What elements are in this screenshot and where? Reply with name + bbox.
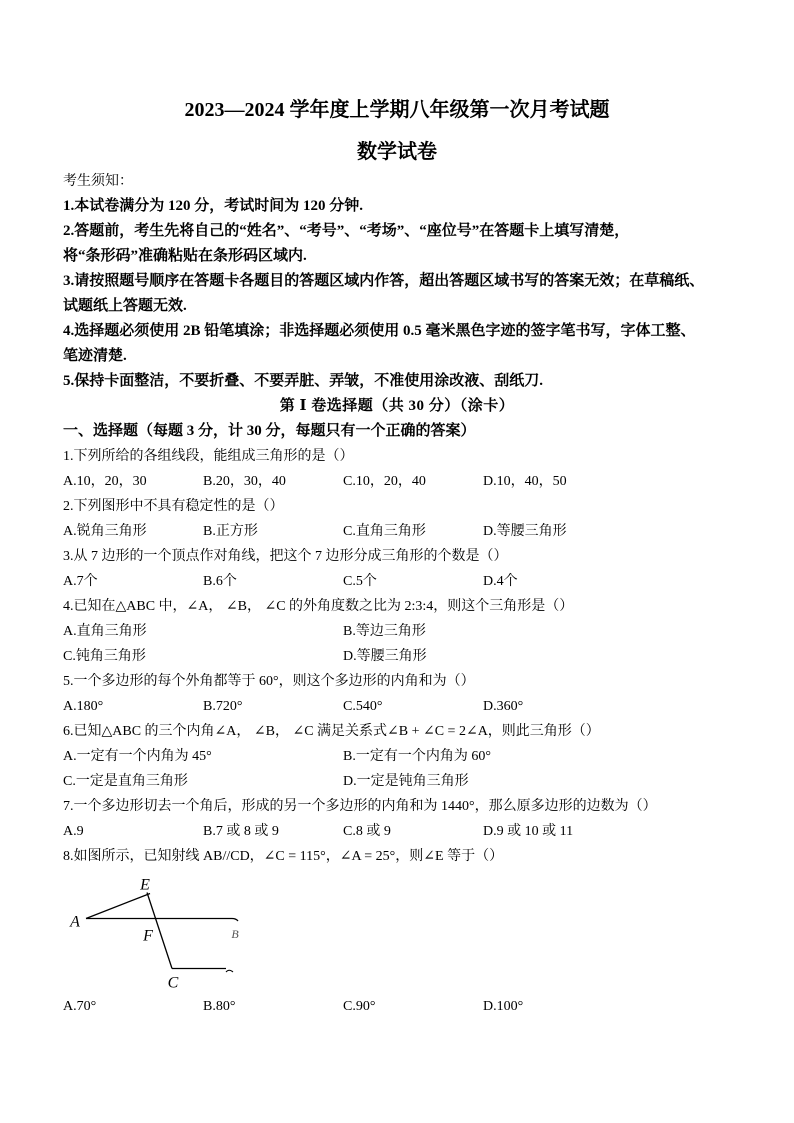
question-8-option-c: C.90° [343,998,376,1014]
question-7-option-c: C.8 或 9 [343,823,391,839]
line-ae [86,893,150,918]
notice-line: 2.答题前，考生先将自己的“姓名”、“考号”、“考场”、“座位号”在答题卡上填写清楚， [63,222,630,239]
question-2-option-a: A.锐角三角形 [63,523,147,539]
point-label-c: C [167,974,179,991]
question-1-option-a: A.10，20，30 [63,473,147,489]
question-2-option-c: C.直角三角形 [343,523,426,539]
question-8-option-d: D.100° [483,998,524,1014]
ray-cd-end-mark [226,970,233,972]
question-4-option-a: A.直角三角形 [63,623,147,639]
question-8-option-a: A.70° [63,998,97,1014]
question-1-option-d: D.10，40，50 [483,473,567,489]
question-5-stem: 5.一个多边形的每个外角都等于 60°，则这个多边形的内角和为（） [63,673,475,689]
question-7-option-b: B.7 或 8 或 9 [203,823,279,839]
notice-line: 5.保持卡面整洁，不要折叠、不要弄脏、弄皱，不准使用涂改液、刮纸刀. [63,372,544,389]
question-2-stem: 2.下列图形中不具有稳定性的是（） [63,498,284,514]
question-1-options [63,469,731,494]
question-6-option-b: B.一定有一个内角为 60° [343,748,491,764]
question-3-option-c: C.5个 [343,573,377,589]
point-label-e: E [140,876,150,893]
geometry-figure [0,869,300,994]
question-8-figure [63,869,731,994]
point-label-b: B [231,926,239,941]
question-3-stem: 3.从 7 边形的一个顶点作对角线，把这个 7 边形分成三角形的个数是（） [63,548,508,564]
question-8-options [63,994,731,1019]
question-5-options [63,694,731,719]
question-6-option-c: C.一定是直角三角形 [63,773,188,789]
question-5-option-d: D.360° [483,698,524,714]
notice-line: 3.请按照题号顺序在答题卡各题目的答题区域内作答，超出答题区域书写的答案无效；在草稿纸、 [63,272,705,289]
question-7-option-a: A.9 [63,823,84,839]
question-6-option-a: A.一定有一个内角为 45° [63,748,212,764]
question-3-option-b: B.6个 [203,573,237,589]
question-2-options [63,519,731,544]
question-6-stem: 6.已知△ABC 的三个内角∠A， ∠B， ∠C 满足关系式∠B + ∠C = 2∠A，则此三角形（） [63,723,600,739]
notice-line: 4.选择题必须使用 2B 铅笔填涂；非选择题必须使用 0.5 毫米黑色字迹的签字笔书写，字体工整、 [63,322,696,339]
question-4-option-c: C.钝角三角形 [63,648,146,664]
notice-heading: 考生须知： [63,173,133,189]
question-6-option-d: D.一定是钝角三角形 [343,773,469,789]
question-5-option-a: A.180° [63,698,104,714]
question-4-option-d: D.等腰三角形 [343,648,427,664]
question-6-options-row-2 [63,769,731,794]
exam-content [63,169,731,1019]
question-3-option-a: A.7个 [63,573,98,589]
point-label-f: F [143,927,153,944]
notice-line: 1.本试卷满分为 120 分，考试时间为 120 分钟. [63,197,364,214]
question-7-options [63,819,731,844]
point-label-a: A [70,913,80,930]
ray-ab [86,918,238,921]
exam-subtitle: 数学试卷 [357,141,437,163]
question-1-option-c: C.10，20，40 [343,473,426,489]
exam-title: 2023—2024 学年度上学期八年级第一次月考试题 [184,99,610,121]
question-8-option-b: B.80° [203,998,236,1014]
question-2-option-d: D.等腰三角形 [483,523,567,539]
question-3-options [63,569,731,594]
question-7-option-d: D.9 或 10 或 11 [483,823,574,839]
question-4-option-b: B.等边三角形 [343,623,426,639]
notice-line: 笔迹清楚. [63,347,127,364]
question-6-options-row-1 [63,744,731,769]
question-1-option-b: B.20，30，40 [203,473,286,489]
question-4-stem: 4.已知在△ABC 中，∠A， ∠B， ∠C 的外角度数之比为 2:3:4，则这个三角形是（） [63,598,574,614]
question-1-stem: 1.下列所给的各组线段，能组成三角形的是（） [63,448,354,464]
question-5-option-b: B.720° [203,698,243,714]
question-8-stem: 8.如图所示，已知射线 AB//CD，∠C = 115°，∠A = 25°，则∠E 等于（） [63,848,504,864]
question-7-stem: 7.一个多边形切去一个角后，形成的另一个多边形的内角和为 1440°，那么原多边形的边数为（） [63,798,657,814]
question-2-option-b: B.正方形 [203,523,258,539]
notice-line: 将“条形码”准确粘贴在条形码区域内. [63,247,307,264]
part-title: 第 Ⅰ 卷选择题（共 30 分）（涂卡） [279,397,515,414]
question-4-options-row-1 [63,619,731,644]
question-4-options-row-2 [63,644,731,669]
notice-line: 试题纸上答题无效. [63,297,187,314]
question-5-option-c: C.540° [343,698,383,714]
section-heading: 一、选择题（每题 3 分，计 30 分，每题只有一个正确的答案） [63,422,476,439]
question-3-option-d: D.4个 [483,573,518,589]
